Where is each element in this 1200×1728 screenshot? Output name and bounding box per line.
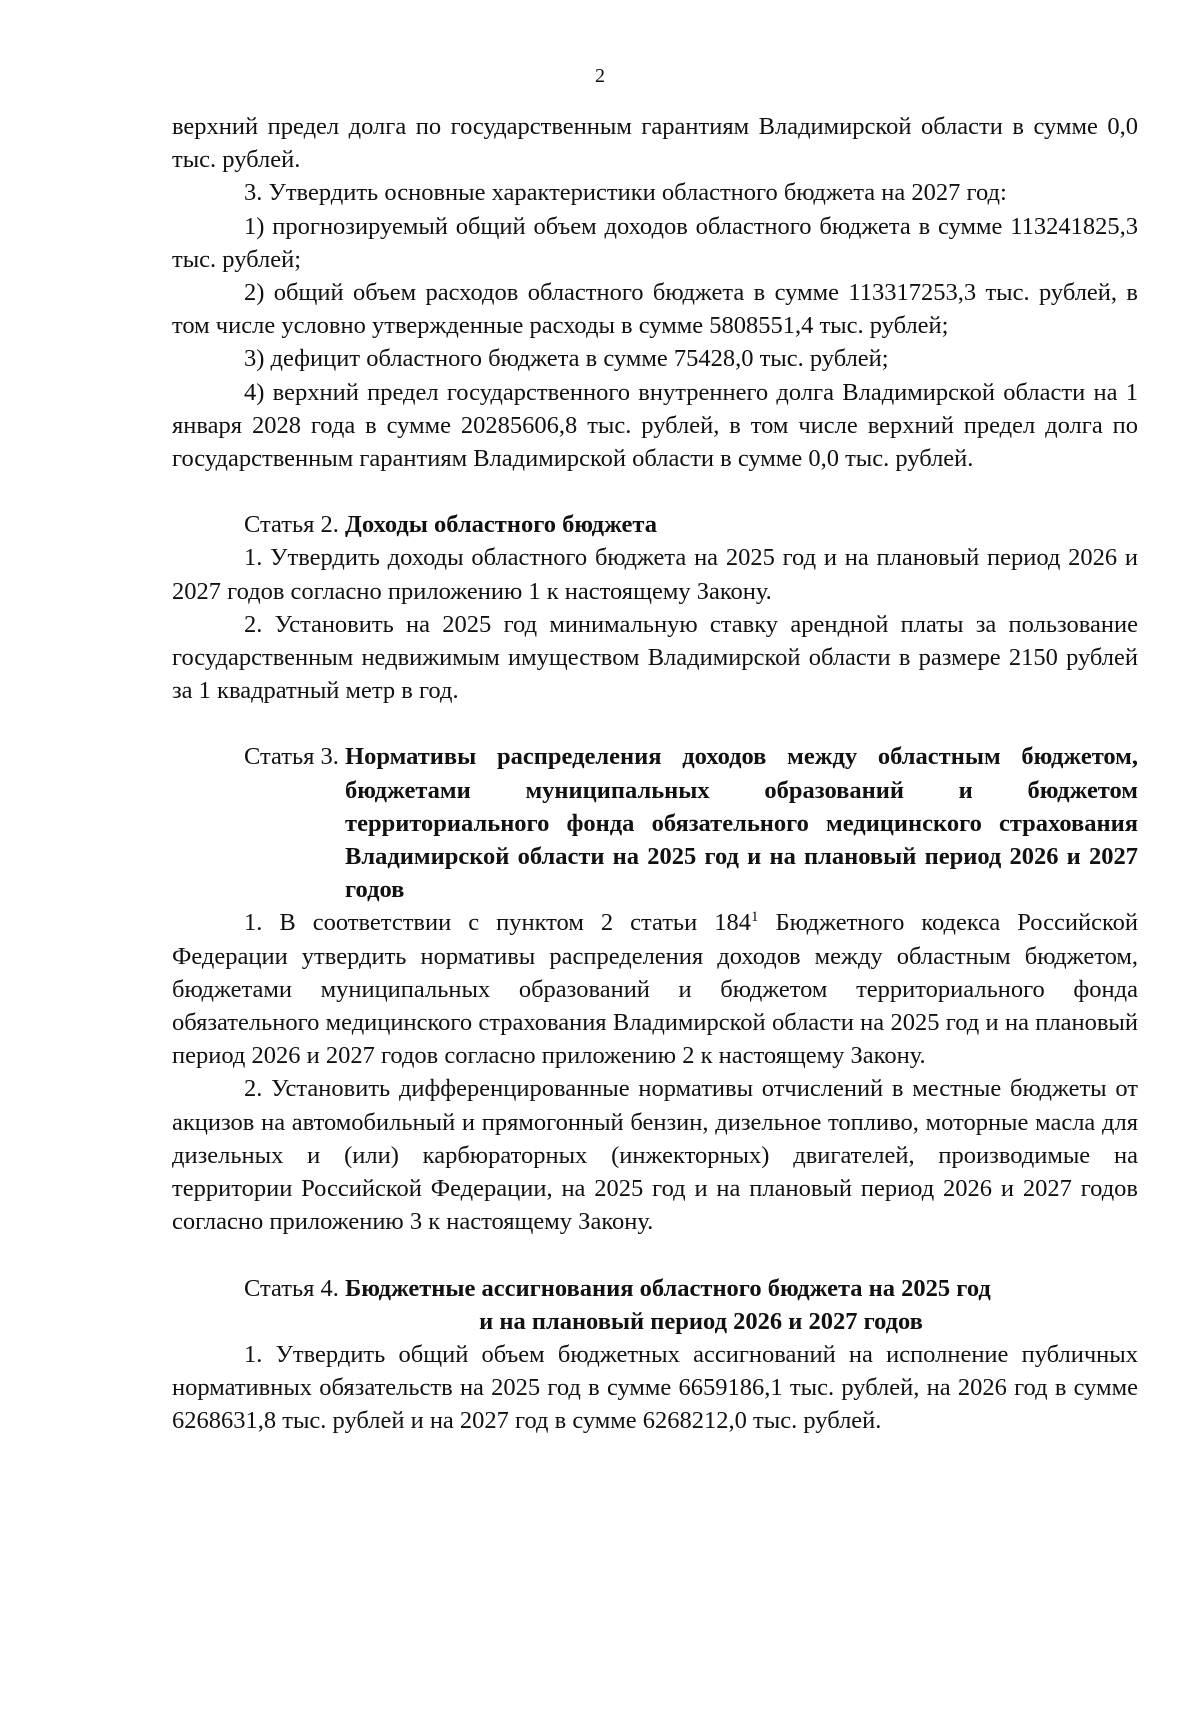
- article-3-heading: [172, 740, 1138, 906]
- article-3-p1-start: 1. В соответствии с пунктом 2 статьи 184: [244, 909, 751, 937]
- spacer: [172, 475, 1138, 508]
- paragraph: верхний предел долга по государственным гарантиям Владимирской области в сумме 0,0 тыс. рублей.: [172, 113, 1138, 174]
- article-2-label: Статья 2.: [244, 511, 339, 539]
- document-body: [172, 110, 1138, 1438]
- paragraph: 2. Установить на 2025 год минимальную ставку арендной платы за пользование государственным недвижимым имуществом Владимирской области в размере 2150 рублей за 1 квадратный метр в год.: [172, 610, 1138, 705]
- article-3-title: Нормативы распределения доходов между областным бюджетом, бюджетами муниципальных образований и бюджетом территориального фонда обязательного медицинского страхования Владимирской области на 2025 год и на плановый период 2026 и 2027 годов: [345, 743, 1138, 904]
- spacer: [172, 1239, 1138, 1272]
- article-4-heading: [172, 1272, 1138, 1338]
- paragraph: 4) верхний предел государственного внутреннего долга Владимирской области на 1 января 2028 года в сумме 20285606,8 тыс. рублей, в том числе верхний предел долга по государственным гарантиям Владимирской области в сумме 0,0 тыс. рублей.: [172, 378, 1138, 473]
- article-3-label: [244, 740, 345, 906]
- paragraph: 3. Утвердить основные характеристики областного бюджета на 2027 год:: [244, 179, 1007, 207]
- paragraph: 2) общий объем расходов областного бюджета в сумме 113317253,3 тыс. рублей, в том числе условно утвержденные расходы в сумме 5808551,4 тыс. рублей;: [172, 279, 1138, 340]
- article-2-heading: [172, 508, 1138, 541]
- superscript: 1: [750, 909, 759, 926]
- article-2-title: Доходы областного бюджета: [345, 511, 657, 539]
- article-4-label: Статья 4.: [244, 1274, 339, 1302]
- paragraph: 3) дефицит областного бюджета в сумме 75428,0 тыс. рублей;: [244, 345, 889, 373]
- article-3-p1-end: Бюджетного кодекса Российской Федерации утвердить нормативы распределения доходов между областным бюджетом, бюджетами муниципальных образований и бюджетом территориального фонда обязательного медицинского страхования Владимирской области на 2025 год и на плановый период 2026 и 2027 годов согласно приложению 2 к настоящему Закону.: [172, 909, 1138, 1070]
- article-4-title-line-2: и на плановый период 2026 и 2027 годов: [479, 1307, 923, 1335]
- page-number: 2: [595, 65, 605, 87]
- paragraph: 1) прогнозируемый общий объем доходов областного бюджета в сумме 113241825,3 тыс. рублей;: [172, 212, 1138, 273]
- paragraph: 2. Установить дифференцированные нормативы отчислений в местные бюджеты от акцизов на автомобильный и прямогонный бензин, дизельное топливо, моторные масла для дизельных и (или) карбюраторных (инжекторных) двигателей, производимые на территории Российской Федерации, на 2025 год и на плановый период 2026 и 2027 годов согласно приложению 3 к настоящему Закону.: [172, 1075, 1138, 1236]
- spacer: [172, 707, 1138, 740]
- paragraph: 1. Утвердить доходы областного бюджета на 2025 год и на плановый период 2026 и 2027 годов согласно приложению 1 к настоящему Закону.: [172, 544, 1138, 605]
- paragraph: 1. Утвердить общий объем бюджетных ассигнований на исполнение публичных нормативных обязательств на 2025 год в сумме 6659186,1 тыс. рублей, на 2026 год в сумме 6268631,8 тыс. рублей и на 2027 год в сумме 6268212,0 тыс. рублей.: [172, 1340, 1138, 1435]
- article-4-title-line-1: Бюджетные ассигнования областного бюджета на 2025 год: [345, 1274, 991, 1302]
- article-3-label-text: Статья 3.: [244, 743, 339, 771]
- paragraph: [172, 906, 1138, 1072]
